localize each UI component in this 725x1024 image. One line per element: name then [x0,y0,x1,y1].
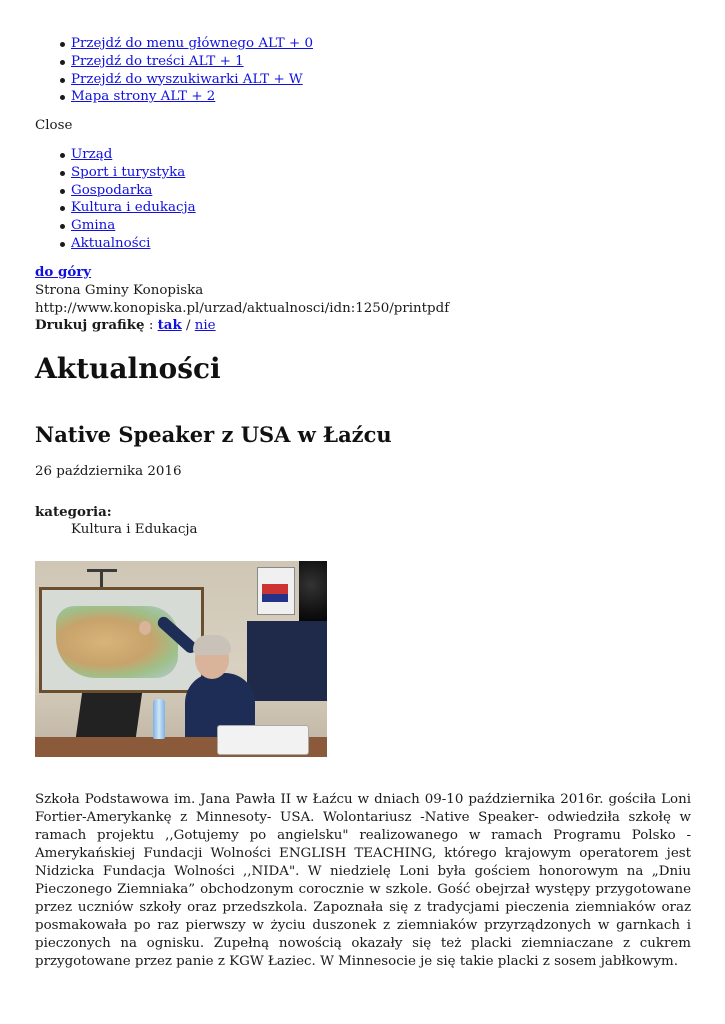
separator-slash: / [181,318,195,334]
print-graphics-no-link[interactable]: nie [194,318,216,334]
main-menu-item [71,217,725,235]
separator-colon: : [144,318,158,334]
photo-poster-stripe-blue [262,594,288,602]
photo-poster-stripe-red [262,584,288,594]
skip-link-item [71,71,725,89]
back-to-top-link[interactable]: do góry [35,264,92,280]
menu-link-gospodarka[interactable]: Gospodarka [71,182,153,198]
section-title: Aktualności [35,352,221,385]
article-photo [35,561,327,757]
article-date: 26 października 2016 [35,464,182,479]
menu-link-gmina[interactable]: Gmina [71,218,116,234]
close-label: Close [35,118,73,133]
print-graphics-row [35,317,695,335]
photo-poster [257,567,295,615]
photo-hanger-stem [100,569,103,589]
photo-laptop [76,693,142,737]
photo-person-hand [139,621,151,635]
page-url: http://www.konopiska.pl/urzad/aktualnosci/idn:1250/printpdf [35,300,450,316]
photo-projector [217,725,309,755]
skip-to-search-link[interactable]: Przejdź do wyszukiwarki ALT + W [71,71,303,87]
main-menu-item [71,164,725,182]
article-title: Native Speaker z USA w Łaźcu [35,422,392,447]
skip-to-content-link[interactable]: Przejdź do treści ALT + 1 [71,53,244,69]
print-info-block [35,264,695,335]
menu-link-urzad[interactable]: Urząd [71,147,113,162]
skip-links-list [0,35,725,106]
photo-water-bottle [153,699,165,739]
menu-link-kultura[interactable]: Kultura i edukacja [71,200,196,216]
main-menu-item [71,235,725,253]
main-menu-list [0,146,725,253]
category-label: kategoria: [35,504,112,520]
main-menu-item [71,199,725,217]
sitemap-link[interactable]: Mapa strony ALT + 2 [71,89,216,105]
photo-seal [299,561,327,621]
skip-to-main-menu-link[interactable]: Przejdź do menu głównego ALT + 0 [71,36,313,51]
article-body: Szkoła Podstawowa im. Jana Pawła II w Łaźcu w dniach 09-10 października 2016r. gościła Loni Fortier-Amerykankę z Minnesoty- USA. Wolontariusz -Native Speaker- odwiedziła szkołę w ramach projektu ,,Gotujemy po angielsku" realizowanego w ramach Programu Polsko - Amerykańskiej Fundacji Wolności ENGLISH TEACHING, którego krajowym operatorem jest Nidzicka Fundacja Wolności ,,NIDA". W niedzielę Loni była gościem honorowym na „Dniu Pieczonego Ziemniaka” obchodzonym corocznie w szkole. Gość obejrzał występy przygotowane przez uczniów szkoły oraz przedszkola. Zapoznała się z tradycjami pieczenia ziemniaków oraz posmakowała po raz pierwszy w życiu duszonek z ziemniaków przyrządzonych w garnkach i pieczonych na ognisku. Zupełną nowością okazały się też placki ziemniaczane z cukrem przygotowane przez panie z KGW Łaziec. W Minnesocie je się takie placki z sosem jabłkowym. [35,792,691,969]
skip-link-item [71,35,725,53]
print-graphics-yes-link[interactable]: tak [157,317,182,334]
skip-link-item [71,53,725,71]
main-menu-item [71,146,725,164]
menu-link-aktualnosci[interactable]: Aktualności [71,235,151,251]
photo-person-hair [193,635,231,655]
main-menu-item [71,182,725,200]
category-value: Kultura i Edukacja [71,522,198,537]
skip-link-item [71,88,725,106]
print-graphics-label: Drukuj grafikę [35,317,145,334]
site-name: Strona Gminy Konopiska [35,282,204,298]
menu-link-sport[interactable]: Sport i turystyka [71,164,186,180]
photo-dark-board [247,621,327,701]
